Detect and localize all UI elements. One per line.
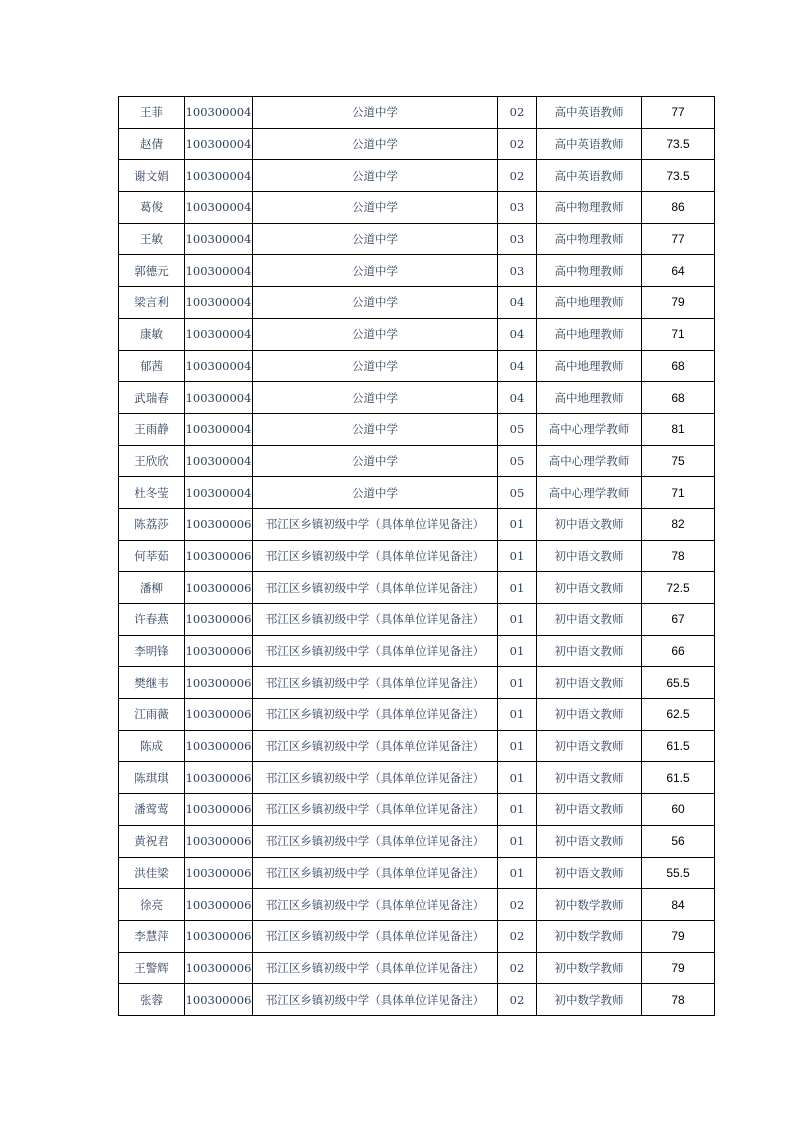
score-cell: 79 [642,952,715,984]
position-code-cell: 03 [498,192,537,224]
score-cell: 62.5 [642,699,715,731]
table-row [119,984,715,1016]
unit-name-cell: 邗江区乡镇初级中学（具体单位详见备注） [253,920,498,952]
position-code-cell: 05 [498,445,537,477]
unit-code-cell: 100300004 [185,477,253,509]
table-row [119,667,715,699]
unit-code-cell: 100300006 [185,667,253,699]
unit-code-cell: 100300006 [185,508,253,540]
candidate-name-cell: 康敏 [119,318,185,350]
score-cell: 77 [642,223,715,255]
position-name-cell: 高中英语教师 [537,160,642,192]
table-row [119,287,715,319]
unit-name-cell: 邗江区乡镇初级中学（具体单位详见备注） [253,794,498,826]
score-cell: 86 [642,192,715,224]
position-code-cell: 02 [498,97,537,129]
score-cell: 61.5 [642,730,715,762]
score-cell: 75 [642,445,715,477]
position-code-cell: 01 [498,604,537,636]
position-name-cell: 初中数学教师 [537,889,642,921]
position-code-cell: 05 [498,413,537,445]
position-name-cell: 初中语文教师 [537,508,642,540]
position-name-cell: 高中物理教师 [537,223,642,255]
table-row [119,699,715,731]
score-cell: 61.5 [642,762,715,794]
position-code-cell: 01 [498,857,537,889]
position-name-cell: 高中地理教师 [537,382,642,414]
unit-code-cell: 100300004 [185,128,253,160]
candidate-name-cell: 洪佳梁 [119,857,185,889]
unit-code-cell: 100300006 [185,984,253,1016]
position-name-cell: 初中语文教师 [537,794,642,826]
candidate-name-cell: 王欣欣 [119,445,185,477]
unit-code-cell: 100300004 [185,413,253,445]
position-code-cell: 01 [498,730,537,762]
candidate-name-cell: 潘莺莺 [119,794,185,826]
table-row [119,952,715,984]
position-name-cell: 初中语文教师 [537,762,642,794]
table-row [119,445,715,477]
unit-code-cell: 100300004 [185,350,253,382]
position-name-cell: 初中语文教师 [537,540,642,572]
unit-code-cell: 100300004 [185,255,253,287]
candidate-name-cell: 樊继韦 [119,667,185,699]
score-cell: 68 [642,382,715,414]
candidate-name-cell: 李明锋 [119,635,185,667]
table-row [119,889,715,921]
unit-code-cell: 100300004 [185,160,253,192]
unit-code-cell: 100300006 [185,762,253,794]
position-name-cell: 高中物理教师 [537,192,642,224]
position-code-cell: 02 [498,984,537,1016]
unit-name-cell: 公道中学 [253,192,498,224]
unit-name-cell: 邗江区乡镇初级中学（具体单位详见备注） [253,730,498,762]
candidate-name-cell: 梁言利 [119,287,185,319]
table-row [119,382,715,414]
candidate-name-cell: 葛俊 [119,192,185,224]
position-code-cell: 02 [498,920,537,952]
unit-name-cell: 公道中学 [253,223,498,255]
position-code-cell: 02 [498,889,537,921]
position-code-cell: 05 [498,477,537,509]
position-code-cell: 04 [498,287,537,319]
table-row [119,128,715,160]
unit-code-cell: 100300004 [185,192,253,224]
candidate-name-cell: 谢文娟 [119,160,185,192]
position-code-cell: 02 [498,160,537,192]
unit-code-cell: 100300006 [185,825,253,857]
table-row [119,350,715,382]
unit-name-cell: 公道中学 [253,413,498,445]
candidate-name-cell: 赵倩 [119,128,185,160]
unit-name-cell: 邗江区乡镇初级中学（具体单位详见备注） [253,572,498,604]
position-code-cell: 03 [498,255,537,287]
candidate-name-cell: 黄祝君 [119,825,185,857]
table-row [119,508,715,540]
unit-name-cell: 公道中学 [253,160,498,192]
candidate-name-cell: 徐亮 [119,889,185,921]
unit-name-cell: 公道中学 [253,97,498,129]
unit-code-cell: 100300006 [185,952,253,984]
candidate-name-cell: 李慧萍 [119,920,185,952]
candidate-name-cell: 王警辉 [119,952,185,984]
candidate-name-cell: 张蓉 [119,984,185,1016]
unit-code-cell: 100300006 [185,794,253,826]
unit-code-cell: 100300006 [185,889,253,921]
position-code-cell: 01 [498,699,537,731]
table-row [119,223,715,255]
position-code-cell: 01 [498,572,537,604]
position-name-cell: 初中语文教师 [537,604,642,636]
score-cell: 73.5 [642,128,715,160]
position-code-cell: 01 [498,794,537,826]
unit-code-cell: 100300004 [185,287,253,319]
unit-name-cell: 公道中学 [253,382,498,414]
candidate-name-cell: 何莘茹 [119,540,185,572]
position-code-cell: 01 [498,508,537,540]
position-name-cell: 初中语文教师 [537,825,642,857]
position-code-cell: 04 [498,318,537,350]
table-row [119,160,715,192]
position-name-cell: 高中英语教师 [537,128,642,160]
position-code-cell: 01 [498,667,537,699]
position-name-cell: 初中语文教师 [537,730,642,762]
position-name-cell: 高中心理学教师 [537,477,642,509]
unit-name-cell: 邗江区乡镇初级中学（具体单位详见备注） [253,540,498,572]
position-code-cell: 01 [498,540,537,572]
unit-name-cell: 公道中学 [253,255,498,287]
table-row [119,255,715,287]
table-row [119,97,715,129]
unit-code-cell: 100300006 [185,540,253,572]
position-code-cell: 02 [498,952,537,984]
unit-name-cell: 邗江区乡镇初级中学（具体单位详见备注） [253,635,498,667]
table-row [119,477,715,509]
unit-code-cell: 100300004 [185,223,253,255]
position-name-cell: 初中数学教师 [537,920,642,952]
table-row [119,920,715,952]
score-cell: 82 [642,508,715,540]
candidate-name-cell: 王雨静 [119,413,185,445]
position-name-cell: 初中数学教师 [537,984,642,1016]
unit-code-cell: 100300004 [185,97,253,129]
position-name-cell: 高中心理学教师 [537,445,642,477]
unit-name-cell: 邗江区乡镇初级中学（具体单位详见备注） [253,699,498,731]
unit-name-cell: 邗江区乡镇初级中学（具体单位详见备注） [253,857,498,889]
candidate-name-cell: 王菲 [119,97,185,129]
table-row [119,572,715,604]
score-cell: 81 [642,413,715,445]
position-name-cell: 高中心理学教师 [537,413,642,445]
unit-name-cell: 公道中学 [253,128,498,160]
unit-name-cell: 公道中学 [253,477,498,509]
score-cell: 60 [642,794,715,826]
table-row [119,857,715,889]
table-body [119,97,715,1016]
table-row [119,635,715,667]
candidate-name-cell: 陈成 [119,730,185,762]
unit-name-cell: 公道中学 [253,350,498,382]
unit-code-cell: 100300004 [185,318,253,350]
unit-name-cell: 公道中学 [253,318,498,350]
unit-code-cell: 100300006 [185,857,253,889]
score-cell: 67 [642,604,715,636]
score-cell: 71 [642,318,715,350]
unit-code-cell: 100300006 [185,699,253,731]
score-cell: 65.5 [642,667,715,699]
score-cell: 64 [642,255,715,287]
position-name-cell: 高中地理教师 [537,287,642,319]
position-name-cell: 初中语文教师 [537,699,642,731]
unit-code-cell: 100300006 [185,572,253,604]
position-code-cell: 01 [498,762,537,794]
unit-code-cell: 100300006 [185,730,253,762]
unit-name-cell: 邗江区乡镇初级中学（具体单位详见备注） [253,952,498,984]
candidate-name-cell: 杜冬莹 [119,477,185,509]
table-row [119,604,715,636]
position-name-cell: 初中语文教师 [537,857,642,889]
table-row [119,318,715,350]
candidate-name-cell: 陈琪琪 [119,762,185,794]
unit-code-cell: 100300006 [185,604,253,636]
table-row [119,730,715,762]
score-cell: 78 [642,984,715,1016]
unit-name-cell: 邗江区乡镇初级中学（具体单位详见备注） [253,667,498,699]
unit-name-cell: 邗江区乡镇初级中学（具体单位详见备注） [253,984,498,1016]
candidate-name-cell: 郭德元 [119,255,185,287]
unit-code-cell: 100300004 [185,382,253,414]
candidate-name-cell: 江雨薇 [119,699,185,731]
score-cell: 79 [642,920,715,952]
unit-name-cell: 邗江区乡镇初级中学（具体单位详见备注） [253,825,498,857]
score-cell: 78 [642,540,715,572]
position-name-cell: 高中地理教师 [537,318,642,350]
unit-name-cell: 邗江区乡镇初级中学（具体单位详见备注） [253,508,498,540]
candidate-name-cell: 陈荔莎 [119,508,185,540]
table-row [119,540,715,572]
position-code-cell: 01 [498,635,537,667]
position-code-cell: 04 [498,350,537,382]
position-name-cell: 高中地理教师 [537,350,642,382]
candidate-name-cell: 王敏 [119,223,185,255]
position-name-cell: 初中语文教师 [537,572,642,604]
score-cell: 72.5 [642,572,715,604]
position-name-cell: 初中语文教师 [537,635,642,667]
results-table [118,96,715,1016]
unit-name-cell: 公道中学 [253,445,498,477]
score-cell: 55.5 [642,857,715,889]
position-code-cell: 03 [498,223,537,255]
table-row [119,192,715,224]
position-code-cell: 04 [498,382,537,414]
score-cell: 73.5 [642,160,715,192]
score-cell: 56 [642,825,715,857]
table-row [119,413,715,445]
candidate-name-cell: 武瑞春 [119,382,185,414]
position-name-cell: 初中语文教师 [537,667,642,699]
table-row [119,825,715,857]
unit-name-cell: 邗江区乡镇初级中学（具体单位详见备注） [253,889,498,921]
candidate-name-cell: 许春燕 [119,604,185,636]
position-name-cell: 高中物理教师 [537,255,642,287]
position-code-cell: 02 [498,128,537,160]
score-cell: 84 [642,889,715,921]
position-name-cell: 高中英语教师 [537,97,642,129]
score-cell: 77 [642,97,715,129]
position-name-cell: 初中数学教师 [537,952,642,984]
unit-code-cell: 100300004 [185,445,253,477]
score-cell: 66 [642,635,715,667]
unit-code-cell: 100300006 [185,635,253,667]
table-row [119,762,715,794]
unit-name-cell: 邗江区乡镇初级中学（具体单位详见备注） [253,762,498,794]
candidate-name-cell: 潘柳 [119,572,185,604]
score-cell: 68 [642,350,715,382]
candidate-name-cell: 郁茜 [119,350,185,382]
score-cell: 79 [642,287,715,319]
score-cell: 71 [642,477,715,509]
unit-name-cell: 公道中学 [253,287,498,319]
unit-name-cell: 邗江区乡镇初级中学（具体单位详见备注） [253,604,498,636]
unit-code-cell: 100300006 [185,920,253,952]
table-row [119,794,715,826]
position-code-cell: 01 [498,825,537,857]
